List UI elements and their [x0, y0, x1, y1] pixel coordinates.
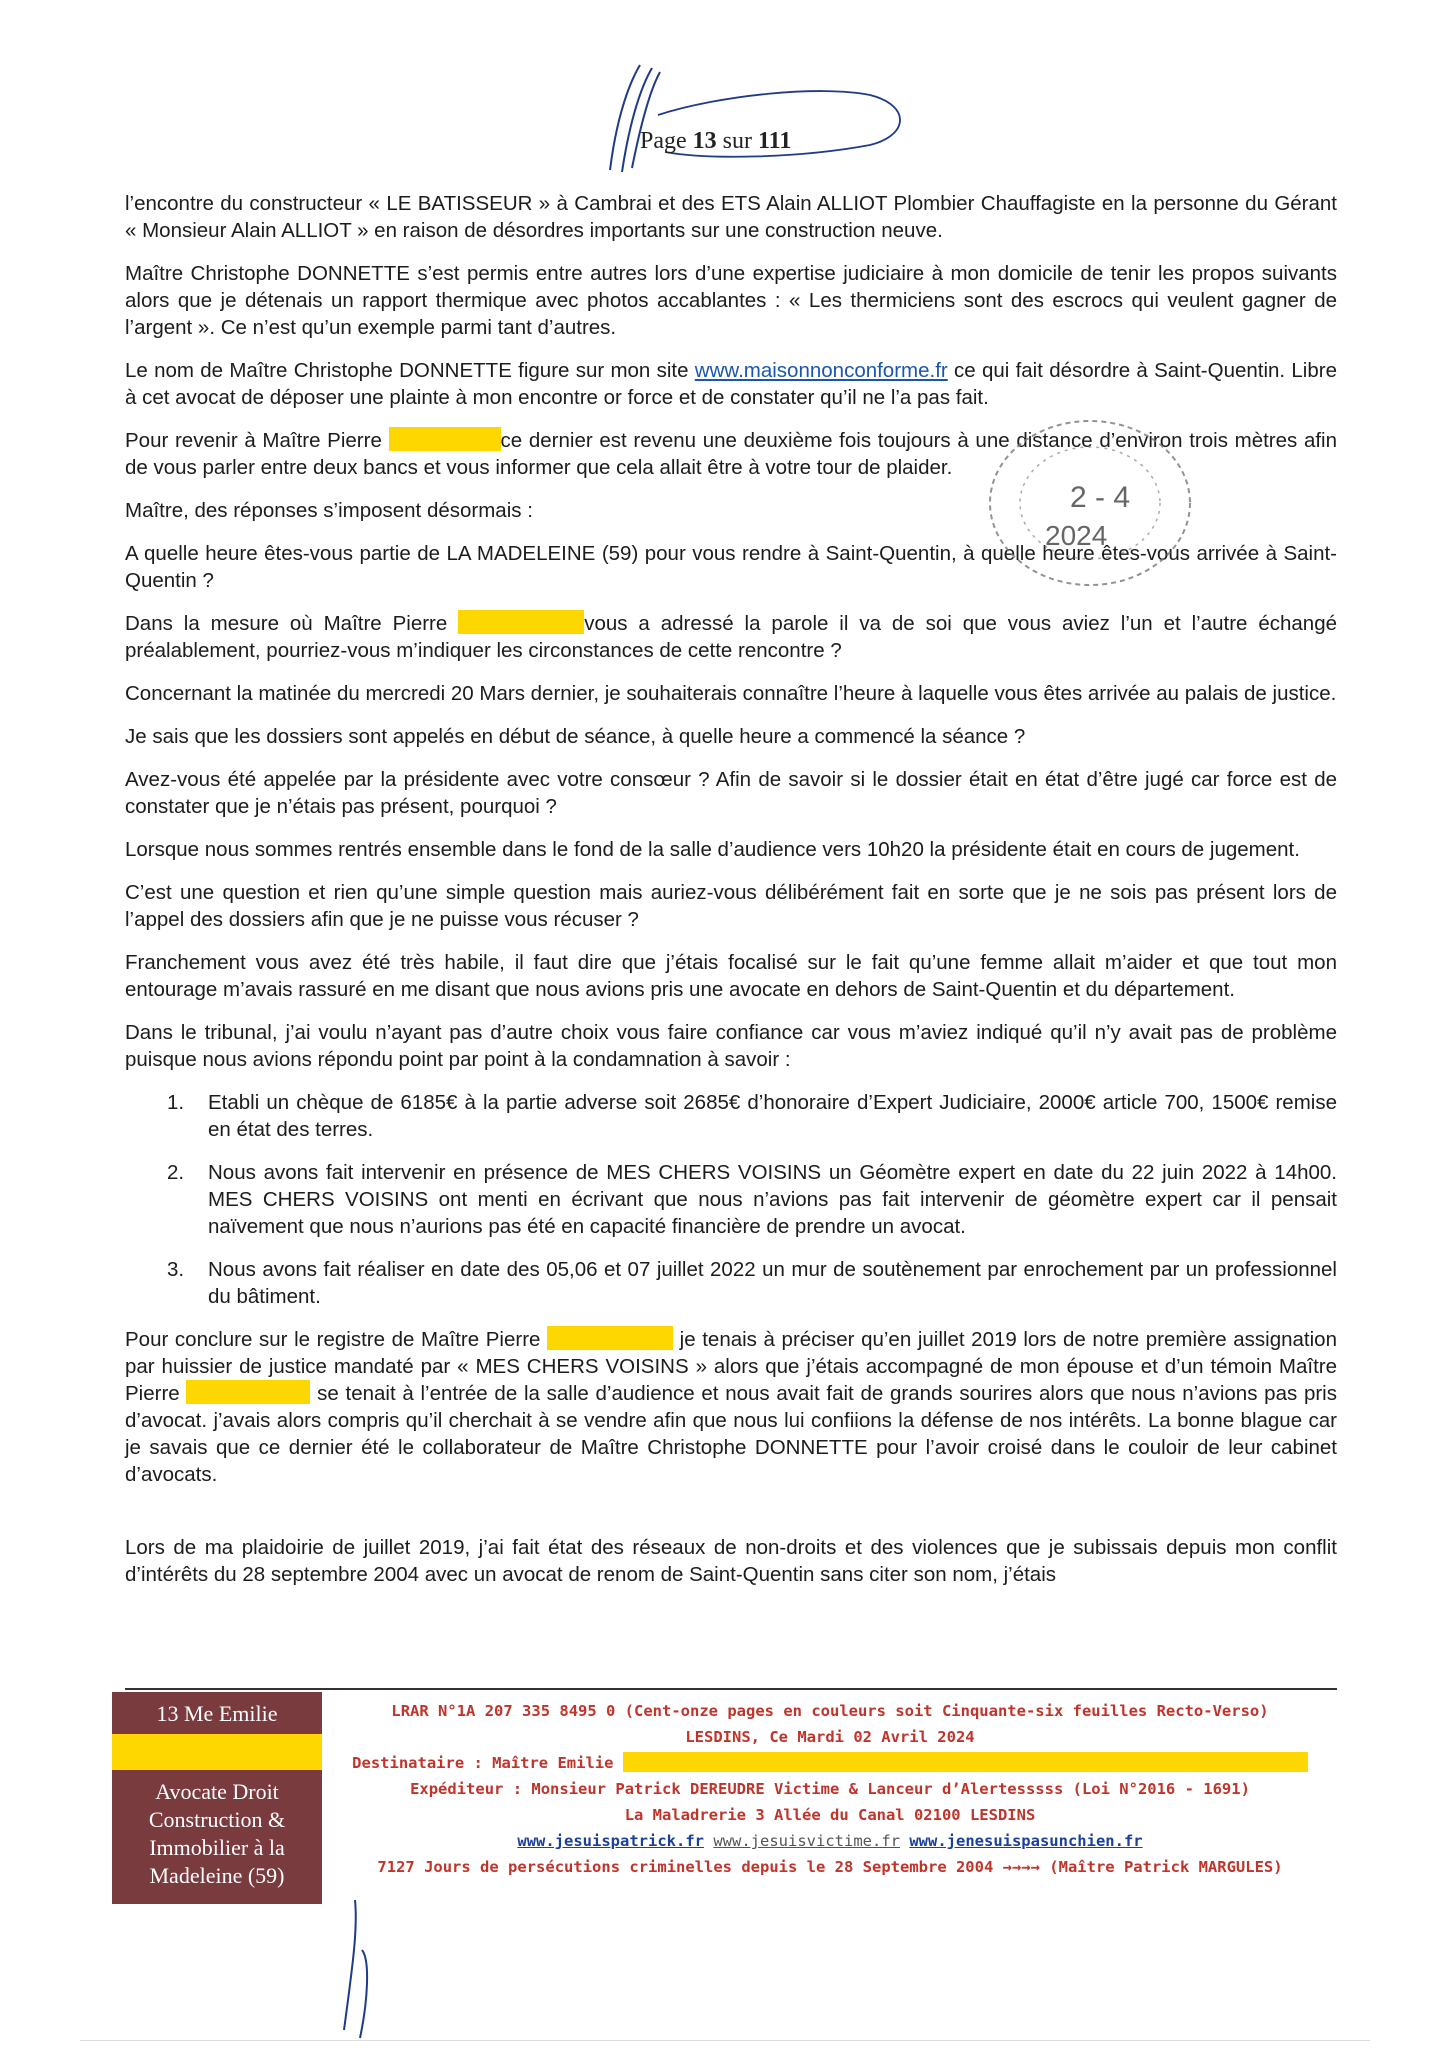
- list-item: 3. Nous avons fait réaliser en date des 05,06 et 07 juillet 2022 un mur de soutènement par enrochement par un professionnel du bâtiment.: [167, 1258, 1337, 1308]
- paragraph-15: Pour conclure sur le registre de Maître Pierre je tenais à préciser qu’en juillet 2019 lors de notre première assignation par huissier de justice mandaté par « MES CHERS VOISINS » alors que j’étais accompagné de mon épouse et d’un témoin Maître Pierre se tenait à l’entrée de la salle d’audience et nous avait fait de grands sourires alors que nous n’avions pas pris d’avocat. j’avais alors compris qu’il cherchait à se vendre afin que nous lui confiions la défense de nos intérêts. La bonne blague car je savais que ce dernier été le collaborateur de Maître Christophe DONNETTE pour l’avoir croisé dans le couloir de leur cabinet d’avocats.: [125, 1328, 1337, 1486]
- paragraph-7: Dans la mesure où Maître Pierre vous a adressé la parole il va de soi que vous aviez l’un et l’autre échangé préalablement, pourriez-vous m’indiquer les circonstances de cette rencontre ?: [125, 612, 1337, 662]
- recipient-box: 13 Me Emilie Avocate Droit Construction & Immobilier à la Madeleine (59): [112, 1692, 322, 1904]
- letter-body: [125, 190, 1337, 1604]
- paragraph-4: Pour revenir à Maître Pierre ce dernier est revenu une deuxième fois toujours à une distance d’environ trois mètres afin de vous parler entre deux bancs et vous informer que cela allait être à votre tour de plaider.: [125, 429, 1337, 479]
- paragraph-11: Lorsque nous sommes rentrés ensemble dans le fond de la salle d’audience vers 10h20 la présidente était en cours de jugement.: [125, 838, 1300, 861]
- lrar-line: LRAR N°1A 207 335 8495 0 (Cent-onze pages en couleurs soit Cinquante-six feuilles Recto-Verso): [391, 1702, 1269, 1720]
- site-link-jenesuispasunchien[interactable]: www.jenesuispasunchien.fr: [909, 1832, 1143, 1850]
- paragraph-6: A quelle heure êtes-vous partie de LA MADELEINE (59) pour vous rendre à Saint-Quentin, à quelle heure êtes-vous arrivée à Saint-Quentin ?: [125, 542, 1337, 592]
- persecution-days-line: 7127 Jours de persécutions criminelles depuis le 28 Septembre 2004 →→→→ (Maître Patrick MARGULES): [377, 1858, 1283, 1876]
- paragraph-13: Franchement vous avez été très habile, il faut dire que j’étais focalisé sur le fait qu’une femme allait m’aider et que tout mon entourage m’avais rassuré en me disant que nous avions pris une avocate en dehors de Saint-Quentin et du département.: [125, 951, 1337, 1001]
- redaction-highlight: [186, 1380, 310, 1404]
- redaction-highlight: [112, 1734, 322, 1770]
- websites-line: [330, 1828, 1330, 1854]
- condemnation-list: [125, 1089, 1337, 1310]
- paragraph-1: l’encontre du constructeur « LE BATISSEUR » à Cambrai et des ETS Alain ALLIOT Plombier Chauffagiste en la personne du Gérant « Monsieur Alain ALLIOT » en raison de désordres importants sur une construction neuve.: [125, 192, 1337, 242]
- paragraph-8: Concernant la matinée du mercredi 20 Mars dernier, je souhaiterais connaître l’heure à laquelle vous êtes arrivée au palais de justice.: [125, 682, 1337, 705]
- page-bottom-edge: [80, 2040, 1370, 2041]
- site-link-jesuisvictime[interactable]: www.jesuisvictime.fr: [713, 1832, 900, 1850]
- stamp-date: 2 - 4: [1070, 481, 1131, 514]
- paragraph-2: Maître Christophe DONNETTE s’est permis entre autres lors d’une expertise judiciaire à mon domicile de tenir les propos suivants alors que je détenais un rapport thermique avec photos accablantes : « Les thermiciens sont des escrocs qui veulent gagner de l’argent ». Ce n’est qu’un exemple parmi tant d’autres.: [125, 262, 1337, 339]
- site-link-jesuispatrick[interactable]: www.jesuispatrick.fr: [517, 1832, 704, 1850]
- sender-line: Expéditeur : Monsieur Patrick DEREUDRE Victime & Lanceur d’Alertesssss (Loi N°2016 - 1691): [410, 1780, 1250, 1798]
- page-number: Page 13 sur 111: [640, 128, 792, 154]
- stamp-year: 2024: [1045, 520, 1108, 551]
- redaction-highlight: [547, 1326, 673, 1350]
- signature-scribble-footer: [330, 1890, 390, 2040]
- list-item: 1. Etabli un chèque de 6185€ à la partie adverse soit 2685€ d’honoraire d’Expert Judiciaire, 2000€ article 700, 1500€ remise en état des terres.: [167, 1091, 1337, 1141]
- paragraph-16: Lors de ma plaidoirie de juillet 2019, j’ai fait état des réseaux de non-droits et des violences que je subissais depuis mon conflit d’intérêts du 28 septembre 2004 avec un avocat de renom de Saint-Quentin sans citer son nom, j’étais: [125, 1536, 1337, 1586]
- footer-separator: [125, 1688, 1337, 1690]
- paragraph-9: Je sais que les dossiers sont appelés en début de séance, à quelle heure a commencé la séance ?: [125, 725, 1026, 748]
- redaction-highlight: [389, 427, 501, 451]
- signature-scribble-header: [570, 60, 930, 180]
- redaction-highlight: [623, 1752, 1308, 1772]
- place-date: LESDINS, Ce Mardi 02 Avril 2024: [685, 1728, 975, 1746]
- address-line: La Maladrerie 3 Allée du Canal 02100 LESDINS: [624, 1806, 1036, 1824]
- redaction-highlight: [458, 610, 584, 634]
- recipient-line: Destinataire : Maître Emilie: [330, 1750, 1330, 1776]
- paragraph-10: Avez-vous été appelée par la présidente avec votre consœur ? Afin de savoir si le dossier était en état d’être jugé car force est de constater que je n’étais pas présent, pourquoi ?: [125, 768, 1337, 818]
- spacer: [125, 1504, 1337, 1534]
- sender-info: [330, 1698, 1330, 1880]
- paragraph-14: Dans le tribunal, j’ai voulu n’ayant pas d’autre choix vous faire confiance car vous m’aviez indiqué qu’il n’y avait pas de problème puisque nous avions répondu point par point à la condamnation à savoir :: [125, 1021, 1337, 1071]
- maisonnonconforme-link[interactable]: www.maisonnonconforme.fr: [694, 359, 948, 382]
- paragraph-12: C’est une question et rien qu’une simple question mais auriez-vous délibérément fait en sorte que je ne sois pas présent lors de l’appel des dossiers afin que je ne puisse vous récuser ?: [125, 881, 1337, 931]
- paragraph-5: Maître, des réponses s’imposent désormais :: [125, 499, 533, 522]
- list-item: 2. Nous avons fait intervenir en présence de MES CHERS VOISINS un Géomètre expert en date du 22 juin 2022 à 14h00. MES CHERS VOISINS ont menti en écrivant que nous n’avions pas fait intervenir de géomètre expert car il pensait naïvement que nous n’aurions pas été en capacité financière de prendre un avocat.: [167, 1161, 1337, 1238]
- paragraph-3: Le nom de Maître Christophe DONNETTE figure sur mon site www.maisonnonconforme.fr ce qui fait désordre à Saint-Quentin. Libre à cet avocat de déposer une plainte à mon encontre or force et de constater qu’il ne l’a pas fait.: [125, 359, 1337, 409]
